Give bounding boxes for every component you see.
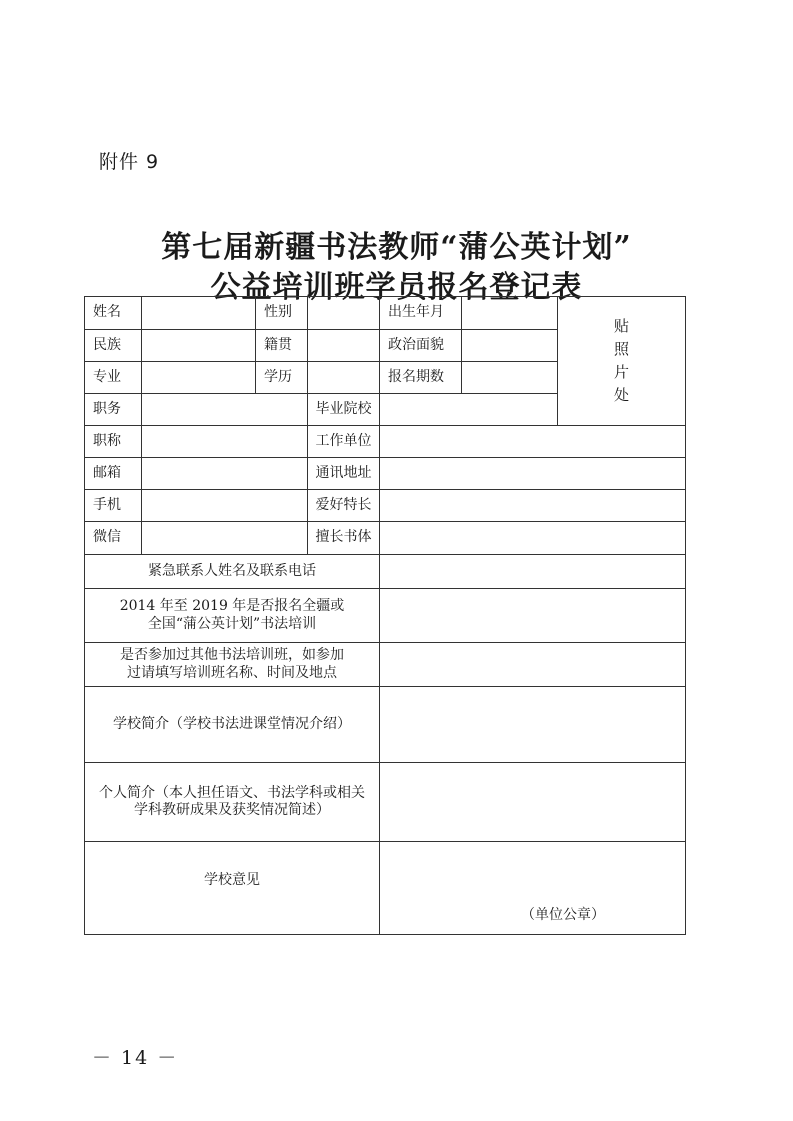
political-status-field[interactable] <box>462 330 558 362</box>
gender-label: 性别 <box>256 297 308 330</box>
form-row-emergency <box>85 555 686 589</box>
personal-intro-line-1: 个人简介（本人担任语文、书法学科或相关 <box>99 784 365 801</box>
form-row-personal-intro <box>85 763 686 842</box>
hobbies-label: 爱好特长 <box>308 490 380 522</box>
email-label: 邮箱 <box>85 458 142 490</box>
registration-form-table <box>84 296 686 935</box>
work-unit-label: 工作单位 <box>308 426 380 458</box>
school-intro-label: 学校简介（学校书法进课堂情况介绍） <box>85 687 380 763</box>
other-training-label <box>85 643 380 687</box>
page-number: － 14 － <box>92 1047 179 1069</box>
photo-char-2: 照 <box>613 339 629 358</box>
native-place-label: 籍贯 <box>256 330 308 362</box>
prior-registration-line-2: 全国“蒲公英计划”书法培训 <box>147 615 317 632</box>
form-row-title <box>85 426 686 458</box>
prior-registration-label <box>85 589 380 643</box>
wechat-field[interactable] <box>142 522 308 555</box>
name-label: 姓名 <box>85 297 142 330</box>
gender-field[interactable] <box>308 297 380 330</box>
form-row-wechat <box>85 522 686 555</box>
ethnicity-label: 民族 <box>85 330 142 362</box>
title-rank-field[interactable] <box>142 426 308 458</box>
form-row-prior-registration <box>85 589 686 643</box>
personal-intro-label <box>85 763 380 842</box>
prior-registration-line-1: 2014 年至 2019 年是否报名全疆或 <box>119 598 345 614</box>
graduated-school-field[interactable] <box>380 394 558 426</box>
photo-area[interactable] <box>558 297 686 426</box>
major-label: 专业 <box>85 362 142 394</box>
work-unit-field[interactable] <box>380 426 686 458</box>
other-training-line-1: 是否参加过其他书法培训班，如参加 <box>120 647 344 663</box>
form-row-email <box>85 458 686 490</box>
unit-seal-label: （单位公章） <box>521 906 605 923</box>
address-label: 通讯地址 <box>308 458 380 490</box>
email-field[interactable] <box>142 458 308 490</box>
prior-registration-field[interactable] <box>380 589 686 643</box>
photo-char-3: 片 <box>613 363 629 381</box>
personal-intro-line-2: 学科教研成果及获奖情况简述） <box>134 802 330 818</box>
political-status-label: 政治面貌 <box>380 330 462 362</box>
form-title-line-2: 公益培训班学员报名登记表 <box>210 270 583 305</box>
registration-session-field[interactable] <box>462 362 558 394</box>
education-field[interactable] <box>308 362 380 394</box>
native-place-field[interactable] <box>308 330 380 362</box>
hobbies-field[interactable] <box>380 490 686 522</box>
photo-char-4: 处 <box>613 386 629 405</box>
title-rank-label: 职称 <box>85 426 142 458</box>
mobile-field[interactable] <box>142 490 308 522</box>
graduated-school-label: 毕业院校 <box>308 394 380 426</box>
school-opinion-field[interactable] <box>380 842 686 935</box>
position-label: 职务 <box>85 394 142 426</box>
name-field[interactable] <box>142 297 256 330</box>
major-field[interactable] <box>142 362 256 394</box>
emergency-contact-field[interactable] <box>380 555 686 589</box>
attachment-label: 附件 9 <box>99 151 160 173</box>
calligraphy-style-field[interactable] <box>380 522 686 555</box>
school-intro-field[interactable] <box>380 687 686 763</box>
form-title-line-1: 第七届新疆书法教师“蒲公英计划” <box>161 230 632 265</box>
photo-char-1: 贴 <box>613 316 629 335</box>
form-row-mobile <box>85 490 686 522</box>
calligraphy-style-label: 擅长书体 <box>308 522 380 555</box>
position-field[interactable] <box>142 394 308 426</box>
emergency-contact-label: 紧急联系人姓名及联系电话 <box>85 555 380 589</box>
birth-field[interactable] <box>462 297 558 330</box>
ethnicity-field[interactable] <box>142 330 256 362</box>
other-training-line-2: 过请填写培训班名称、时间及地点 <box>127 664 337 681</box>
personal-intro-field[interactable] <box>380 763 686 842</box>
education-label: 学历 <box>256 362 308 394</box>
wechat-label: 微信 <box>85 522 142 555</box>
school-opinion-label: 学校意见 <box>85 842 380 935</box>
registration-session-label: 报名期数 <box>380 362 462 394</box>
birth-label: 出生年月 <box>380 297 462 330</box>
form-row-other-training <box>85 643 686 687</box>
address-field[interactable] <box>380 458 686 490</box>
form-row-name <box>85 297 686 330</box>
form-row-school-opinion <box>85 842 686 935</box>
mobile-label: 手机 <box>85 490 142 522</box>
form-row-school-intro <box>85 687 686 763</box>
other-training-field[interactable] <box>380 643 686 687</box>
